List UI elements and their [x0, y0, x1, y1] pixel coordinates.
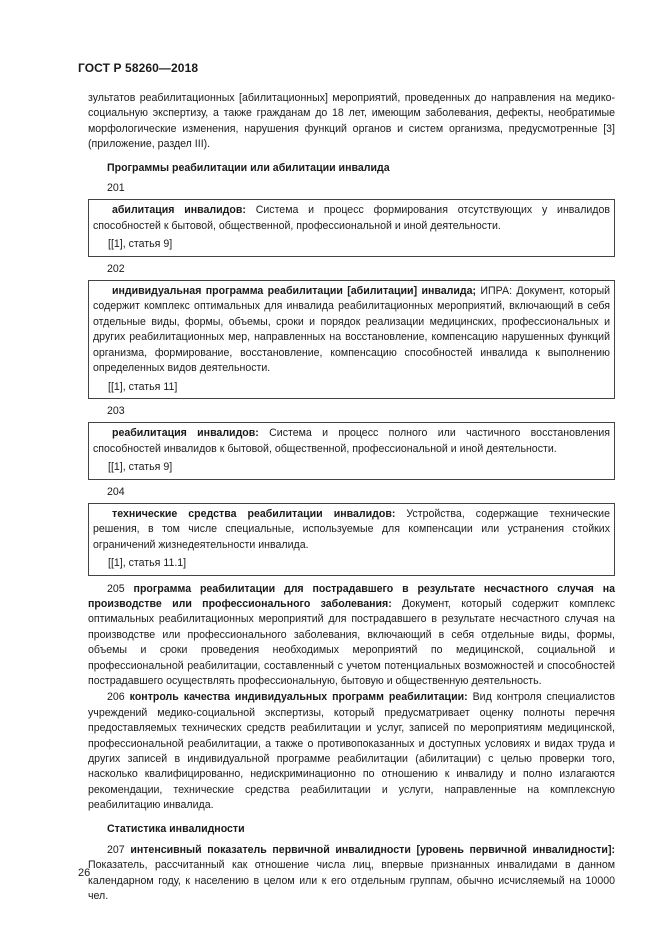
term-text-203: Система и процесс полного или частичного восстановления способностей инвалидов к бытовой, общественной, профессиональной и иной деятельности.: [93, 427, 610, 455]
entry-number-201: 201: [107, 182, 125, 195]
term-name-201: абилитация инвалидов:: [112, 204, 246, 217]
section-title-programs: Программы реабилитации или абилитации инвалида: [107, 161, 390, 174]
paragraph-205: [88, 582, 615, 690]
term-name-202: индивидуальная программа реабилитации [абилитации] инвалида;: [112, 285, 477, 298]
term-definition-203: [93, 426, 610, 457]
term-box-202: [88, 280, 615, 399]
paragraph-207: [88, 843, 615, 905]
term-definition-201: [93, 203, 610, 234]
intro-paragraph: зультатов реабилитационных [абилитационных] мероприятий, проведенных до направления на медико-социальную экспертизу, а также гражданам до 18 лет, имеющим заболевания, дефекты, необратимые морфологические изменения, нарушения функций органов и систем организма, предусмотренные [3] (приложение, раздел III).: [88, 92, 615, 151]
term-text-204: Устройства, содержащие технические решения, в том числе специальные, используемые для компенсации или устранения стойких ограничений жизнедеятельности инвалида.: [93, 507, 610, 551]
paragraph-text-205: Документ, который содержит комплекс оптимальных реабилитационных мероприятий для пострадавшего в результате несчастного случая на производстве или профессионального заболевания, включающий в себя отдельные виды, формы, объемы и сроки проведения необходимых мероприятий по медицинской, социальной и профессиональной реабилитации, составленный с учетом потенциальных возможностей и способностей пострадавшего осуществлять профессиональную, бытовую и общественную деятельность.: [88, 597, 616, 687]
term-text-202: ИПРА: Документ, который содержит комплекс оптимальных для инвалида реабилитационных мероприятий, включающий в себя отдельные виды, формы, объемы, сроки и порядок реализации медицинских, профессиональных и других реабилитационных мер, направленных на восстановление, компенсацию нарушенных функций организма, формирование, восстановление, компенсацию способностей инвалида к выполнению определенных видов деятельности.: [93, 285, 611, 375]
section-title-statistics: Статистика инвалидности: [107, 822, 245, 835]
paragraph-term-205: программа реабилитации для пострадавшего в результате несчастного случая на производстве или профессионального заболевания:: [88, 582, 616, 610]
term-source-204: [[1], статья 11.1]: [108, 557, 187, 570]
term-source-203: [[1], статья 9]: [108, 461, 173, 474]
paragraph-text-206: Вид контроля специалистов учреждений медико-социальной экспертизы, который предусматривает оценку полноты перечня предоставляемых технических средств реабилитации и услуг, записей по мероприятиям медицинской, профессиональной реабилитации, а также о противопоказанных и доступных условиях и видах труда и других записей в индивидуальной программе реабилитации (абилитации) с целью проверки того, насколько квалифицированно, недискриминационно по отношению к инвалиду и полно излагаются рекомендации, технические средства реабилитации и услуги, направленные на комплексную реабилитацию инвалида.: [88, 691, 615, 812]
term-box-204: [88, 503, 615, 576]
page-content: [88, 91, 615, 905]
term-source-201: [[1], статья 9]: [108, 238, 173, 251]
term-box-203: [88, 422, 615, 479]
paragraph-term-206: контроль качества индивидуальных программ реабилитации:: [129, 691, 468, 704]
term-name-204: технические средства реабилитации инвалидов:: [112, 507, 396, 520]
term-definition-204: [93, 507, 610, 553]
paragraph-206: [88, 690, 615, 813]
paragraph-text-207: Показатель, рассчитанный как отношение числа лиц, впервые признанных инвалидами в данном календарном году, к населению в целом или к его отдельным группам, обычно исчисляемый на 10000 чел.: [88, 859, 615, 903]
term-definition-202: [93, 284, 610, 376]
term-name-203: реабилитация инвалидов:: [112, 427, 259, 440]
entry-number-202: 202: [107, 262, 125, 275]
entry-number-204: 204: [107, 485, 125, 498]
page-number: 26: [78, 867, 91, 879]
paragraph-term-207: интенсивный показатель первичной инвалидности [уровень первичной инвалидности]:: [130, 844, 615, 857]
paragraph-number-207: 207: [107, 844, 131, 857]
term-source-202: [[1], статья 11]: [108, 380, 178, 393]
standard-header: ГОСТ Р 58260—2018: [78, 61, 199, 75]
paragraph-number-206: 206: [107, 691, 130, 704]
paragraph-number-205: 205: [107, 582, 134, 595]
entry-number-203: 203: [107, 404, 125, 417]
term-text-201: Система и процесс формирования отсутствующих у инвалидов способностей к бытовой, общественной, профессиональной и иной деятельности.: [93, 204, 611, 232]
term-box-201: [88, 199, 615, 256]
